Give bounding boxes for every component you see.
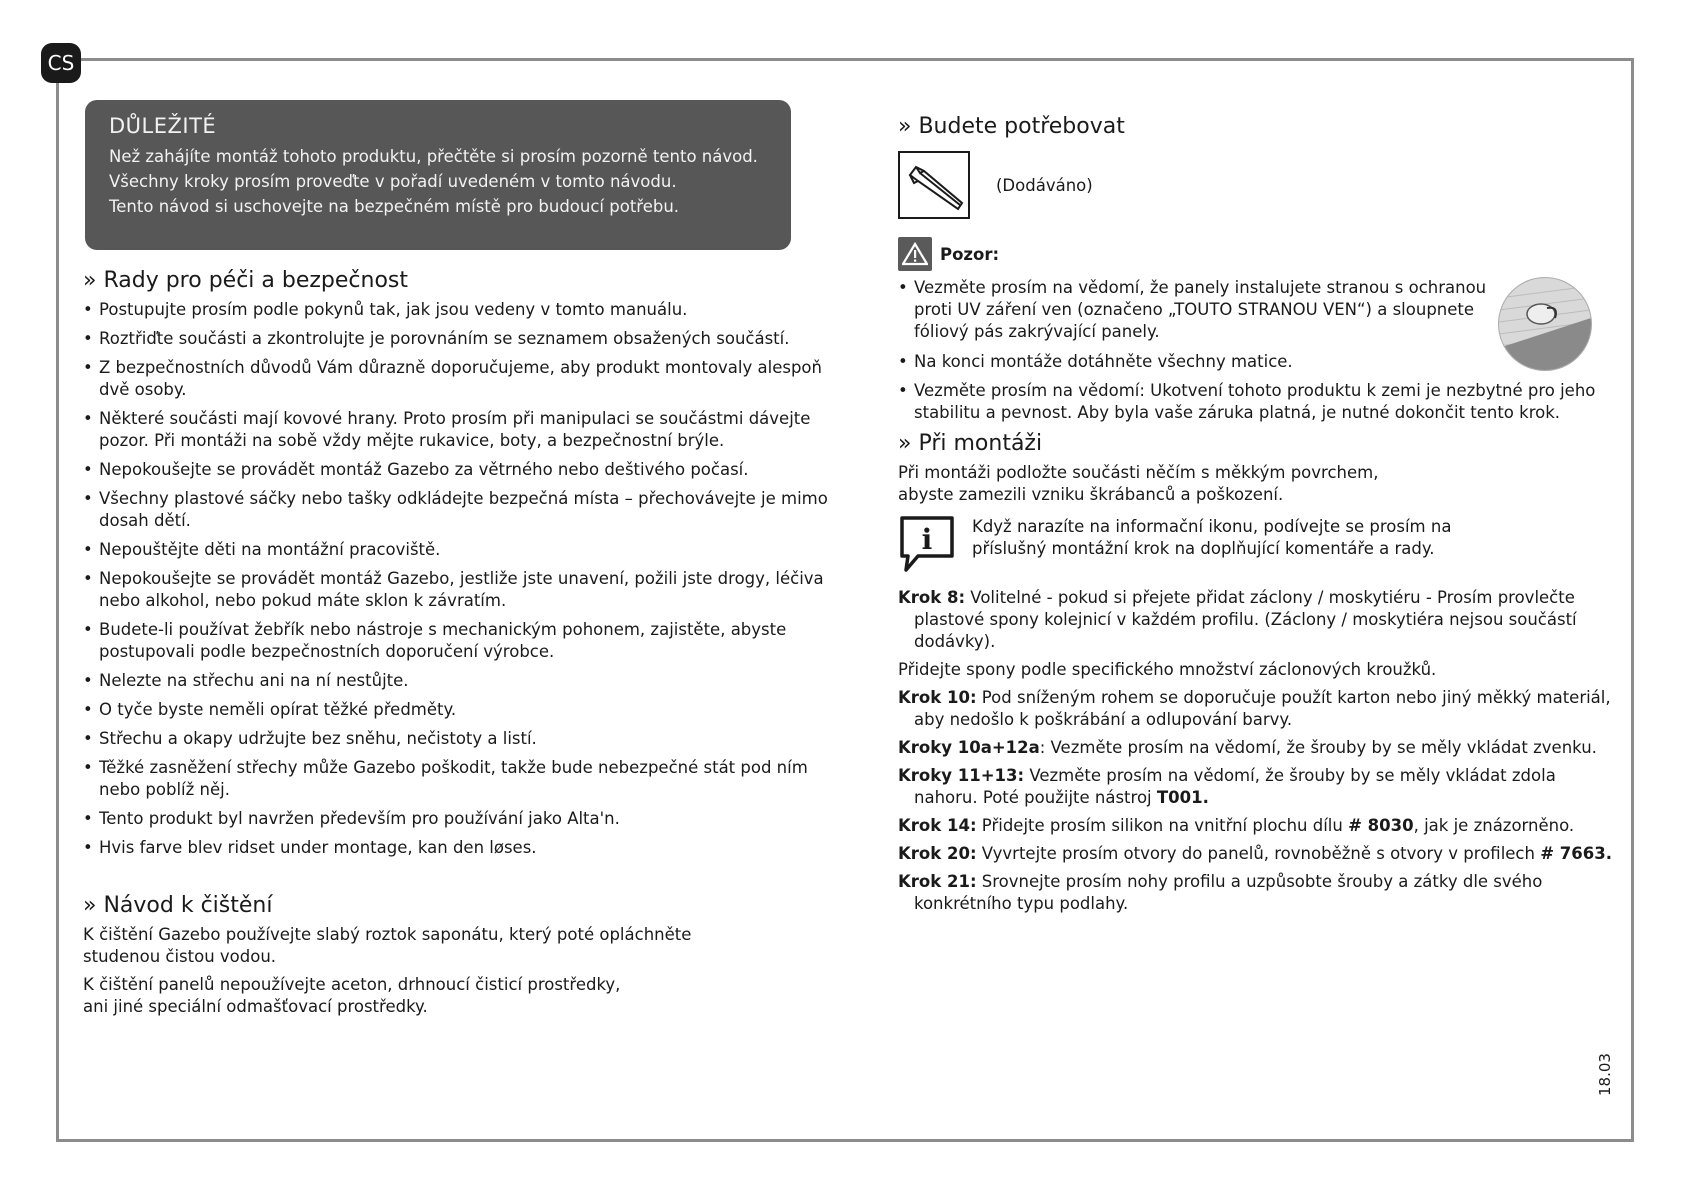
- step-21: Krok 21: Srovnejte prosím nohy profilu a uzpůsobte šrouby a zátky dle svého konkrétního typu podlahy.: [898, 871, 1543, 913]
- tool-note: (Dodáváno): [996, 175, 1093, 195]
- important-line-1: Než zahájíte montáž tohoto produktu, přečtěte si prosím pozorně tento návod.: [109, 147, 758, 166]
- step-11-13: Kroky 11+13: Vezměte prosím na vědomí, že šrouby by se měly vkládat zdola nahoru. Poté použijte nástroj T001.: [898, 765, 1556, 807]
- hex-key-icon: [900, 153, 968, 217]
- step-10a-12a: Kroky 10a+12a: Vezměte prosím na vědomí, že šrouby by se měly vkládat zvenku.: [898, 737, 1597, 757]
- list-item: • Nepokoušejte se provádět montáž Gazebo, jestliže jste unavení, požili jste drogy, léčiva nebo alkohol, nebo pokud máte sklon k závratím.: [83, 568, 853, 612]
- panel-film-illustration: [1498, 277, 1592, 371]
- warning-icon: [898, 237, 932, 271]
- cleaning-para-2: K čištění panelů nepoužívejte aceton, drhnoucí čisticí prostředky, ani jiné speciální odmašťovací prostředky.: [83, 975, 621, 1016]
- cleaning-heading: » Návod k čištění: [83, 893, 273, 918]
- list-item: • Nepokoušejte se provádět montáž Gazebo za větrného nebo deštivého počasí.: [83, 459, 853, 481]
- list-item: • Postupujte prosím podle pokynů tak, jak jsou vedeny v tomto manuálu.: [83, 299, 853, 321]
- important-title: DŮLEŽITÉ: [109, 114, 217, 138]
- important-box: [85, 100, 791, 250]
- list-item: • Budete-li používat žebřík nebo nástroje s mechanickým pohonem, zajistěte, abyste postupovali podle bezpečnostních doporučení výrobce.: [83, 619, 853, 663]
- list-item: • Hvis farve blev ridset under montage, kan den løses.: [83, 837, 853, 859]
- list-item: • Roztřiďte součásti a zkontrolujte je porovnáním se seznamem obsažených součástí.: [83, 328, 853, 350]
- list-item: • Střechu a okapy udržujte bez sněhu, nečistoty a listí.: [83, 728, 853, 750]
- list-item: • Některé součásti mají kovové hrany. Proto prosím při manipulaci se součástmi dávejte pozor. Při montáži na sobě vždy mějte rukavice, boty, a bezpečnostní brýle.: [83, 408, 853, 452]
- tool-row: [898, 151, 1618, 219]
- important-line-3: Tento návod si uschovejte na bezpečném místě pro budoucí potřebu.: [109, 197, 680, 216]
- caution-section: [898, 277, 1618, 424]
- step-8: Krok 8: Volitelné - pokud si přejete přidat záclony / moskytiéru - Prosím provlečte plastové spony kolejnicí v každém profilu. (Záclony / moskytiéra nejsou součástí dodávky).: [898, 587, 1577, 651]
- important-line-2: Všechny kroky prosím proveďte v pořadí uvedeném v tomto návodu.: [109, 172, 677, 191]
- assembly-heading: » Při montáži: [898, 431, 1043, 456]
- step-8-extra: Přidejte spony podle specifického množství záclonových kroužků.: [898, 659, 1437, 679]
- language-badge: CS: [41, 43, 81, 83]
- list-item: • Z bezpečnostních důvodů Vám důrazně doporučujeme, aby produkt montovaly alespoň dvě osoby.: [83, 357, 853, 401]
- care-heading: » Rady pro péči a bezpečnost: [83, 268, 409, 293]
- need-heading: » Budete potřebovat: [898, 114, 1125, 139]
- list-item: • Všechny plastové sáčky nebo tašky odkládejte bezpečná místa – přechovávejte je mimo dosah dětí.: [83, 488, 853, 532]
- assembly-intro: Při montáži podložte součásti něčím s měkkým povrchem, abyste zamezili vzniku škrábanců a poškození.: [898, 463, 1379, 504]
- info-icon: [898, 514, 956, 574]
- list-item: • O tyče byste neměli opírat těžké předměty.: [83, 699, 853, 721]
- tool-box: [898, 151, 970, 219]
- info-row: [898, 514, 1618, 577]
- step-10: Krok 10: Pod sníženým rohem se doporučuje použít karton nebo jiný měkký materiál, aby nedošlo k poškrábání a odlupování barvy.: [898, 687, 1611, 729]
- page-code: 18.03: [1596, 1053, 1614, 1096]
- svg-text:i: i: [921, 523, 933, 556]
- caution-header: [898, 237, 1618, 271]
- list-item: • Nelezte na střechu ani na ní nestůjte.: [83, 670, 853, 692]
- list-item: • Vezměte prosím na vědomí, že panely instalujete stranou s ochranou proti UV záření ven (označeno „TOUTO STRANOU VEN“) a sloupnete fóliový pás zakrývající panely.: [898, 277, 1504, 343]
- right-column: [898, 100, 1618, 921]
- caution-title: Pozor:: [940, 244, 1000, 264]
- cleaning-para-1: K čištění Gazebo používejte slabý roztok saponátu, který poté opláchněte studenou čistou vodou.: [83, 925, 692, 966]
- list-item: • Nepouštějte děti na montážní pracoviště.: [83, 539, 853, 561]
- list-item: • Vezměte prosím na vědomí: Ukotvení tohoto produktu k zemi je nezbytné pro jeho stabilitu a pevnost. Aby byla vaše záruka platná, je nutné dokončit tento krok.: [898, 380, 1624, 424]
- step-14: Krok 14: Přidejte prosím silikon na vnitřní plochu dílu # 8030, jak je znázorněno.: [898, 815, 1575, 835]
- list-item: • Těžké zasněžení střechy může Gazebo poškodit, takže bude nebezpečné stát pod ním nebo poblíž něj.: [83, 757, 853, 801]
- info-text: Když narazíte na informační ikonu, podívejte se prosím na příslušný montážní krok na doplňující komentáře a rady.: [972, 517, 1452, 558]
- list-item: • Tento produkt byl navržen především pro používání jako Alta'n.: [83, 808, 853, 830]
- step-20: Krok 20: Vyvrtejte prosím otvory do panelů, rovnoběžně s otvory v profilech # 7663.: [898, 843, 1612, 863]
- care-list: [83, 299, 853, 859]
- list-item: • Na konci montáže dotáhněte všechny matice.: [898, 351, 1618, 373]
- left-column: [83, 100, 853, 1024]
